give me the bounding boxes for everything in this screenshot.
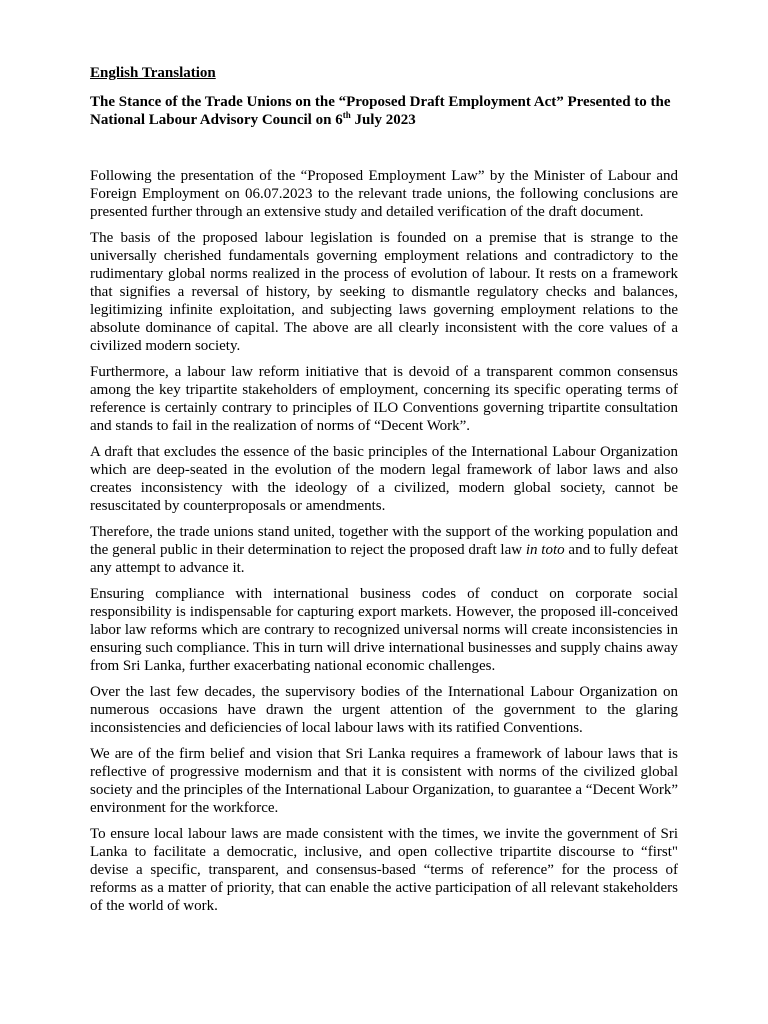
title-text-end: July 2023 (350, 112, 416, 128)
paragraph-4: A draft that excludes the essence of the basic principles of the International Labour Organization which are deep-seated in the evolution of the modern legal framework of labor laws and also creates inconsistency with the ideology of a civilized, modern global society, cannot be resuscitated by counterproposals or amendments. (90, 444, 678, 514)
paragraph-5-text: Therefore, the trade unions stand united, together with the support of the working population and the general public in their determination to reject the proposed draft law (90, 524, 678, 558)
paragraph-3: Furthermore, a labour law reform initiative that is devoid of a transparent common consensus among the key tripartite stakeholders of employment, concerning its specific operating terms of reference is certainly contrary to principles of ILO Conventions governing tripartite consultation and stands to fail in the realization of norms of “Decent Work”. (90, 364, 678, 434)
paragraph-8: We are of the firm belief and vision that Sri Lanka requires a framework of labour laws that is reflective of progressive modernism and that it is consistent with norms of the civilized global society and the principles of the International Labour Organization, to guarantee a “Decent Work” environment for the workforce. (90, 746, 679, 816)
paragraph-5 (90, 523, 678, 577)
document-title (90, 93, 678, 129)
paragraph-5-text-end: and to fully defeat any attempt to advance it. (90, 542, 678, 576)
document-heading: English Translation (90, 65, 216, 81)
paragraph-5-italic: in toto (525, 542, 565, 558)
title-ordinal-suffix: th (342, 110, 351, 120)
title-text: The Stance of the Trade Unions on the “Proposed Draft Employment Act” Presented to the National Labour Advisory Council on 6 (90, 94, 671, 128)
paragraph-7: Over the last few decades, the supervisory bodies of the International Labour Organization on numerous occasions have drawn the urgent attention of the government to the glaring inconsistencies and deficiencies of local labour laws with its ratified Conventions. (90, 684, 678, 736)
paragraph-2: The basis of the proposed labour legislation is founded on a premise that is strange to the universally cherished fundamentals governing employment relations and contradictory to the rudimentary global norms realized in the process of evolution of labour. It rests on a framework that signifies a reversal of history, by seeking to dismantle regulatory checks and balances, legitimizing infinite exploitation, and subjecting laws governing employment relations to the absolute dominance of capital. The above are all clearly inconsistent with the core values of a civilized modern society. (90, 230, 678, 354)
paragraph-6: Ensuring compliance with international business codes of conduct on corporate social responsibility is indispensable for capturing export markets. However, the proposed ill-conceived labor law reforms which are contrary to recognized universal norms will create inconsistencies in ensuring such compliance. This in turn will drive international businesses and supply chains away from Sri Lanka, further exacerbating national economic challenges. (90, 586, 678, 674)
paragraph-9: To ensure local labour laws are made consistent with the times, we invite the government of Sri Lanka to facilitate a democratic, inclusive, and open collective tripartite discourse to “first" devise a specific, transparent, and consensus-based “terms of reference” for the process of reforms as a matter of priority, that can enable the active participation of all relevant stakeholders of the world of work. (90, 826, 678, 914)
paragraph-1: Following the presentation of the “Proposed Employment Law” by the Minister of Labour and Foreign Employment on 06.07.2023 to the relevant trade unions, the following conclusions are presented further through an extensive study and detailed verification of the draft document. (90, 168, 678, 220)
